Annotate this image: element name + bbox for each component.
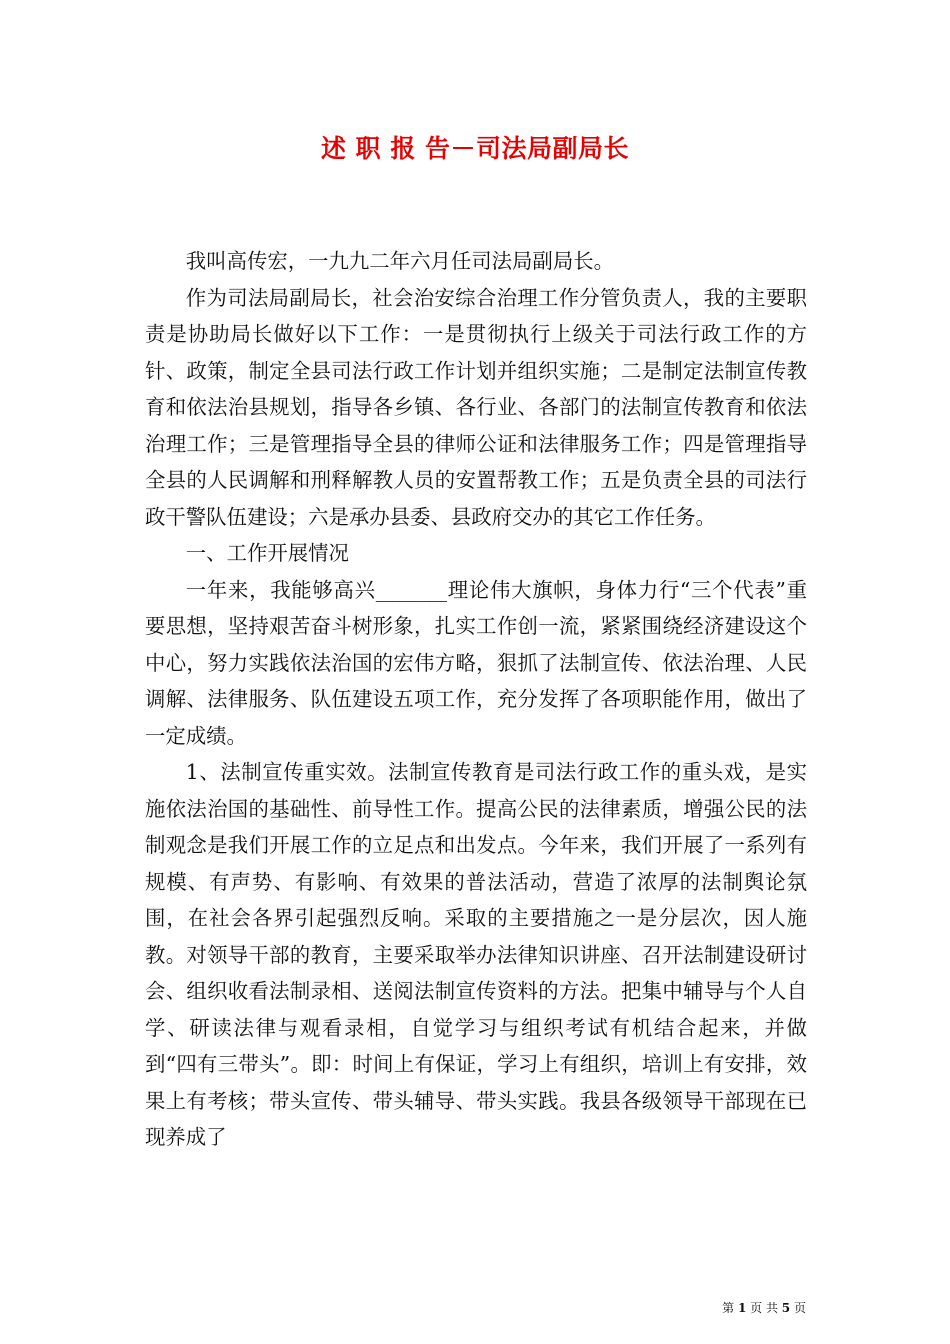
- footer-suffix: 页: [793, 1301, 806, 1315]
- footer-prefix: 第: [722, 1301, 735, 1315]
- paragraph: 我叫高传宏，一九九二年六月任司法局副局长。: [185, 249, 614, 273]
- document-title: 述 职 报 告－司法局副局长: [320, 134, 630, 163]
- paragraph: 作为司法局副局长，社会治安综合治理工作分管负责人，我的主要职责是协助局长做好以下工作：一是贯彻执行上级关于司法行政工作的方针、政策，制定全县司法行政工作计划并组织实施；二是制定法制宣传教育和依法治县规划，指导各乡镇、各行业、各部门的法制宣传教育和依法治理工作；三是管理指导全县的律师公证和法律服务工作；四是管理指导全县的人民调解和刑释解教人员的安置帮教工作；五是负责全县的司法行政干警队伍建设；六是承办县委、县政府交办的其它工作任务。: [145, 285, 807, 529]
- footer-current-page: 1: [737, 1301, 747, 1315]
- paragraph: 1、法制宣传重实效。法制宣传教育是司法行政工作的重头戏，是实施依法治国的基础性、前导性工作。提高公民的法律素质，增强公民的法制观念是我们开展工作的立足点和出发点。今年来，我们开展了一系列有规模、有声势、有影响、有效果的普法活动，营造了浓厚的法制舆论氛围，在社会各界引起强烈反响。采取的主要措施之一是分层次，因人施教。对领导干部的教育，主要采取举办法律知识讲座、召开法制建设研讨会、组织收看法制录相、送阅法制宣传资料的方法。把集中辅导与个人自学、研读法律与观看录相，自觉学习与组织考试有机结合起来，并做到“四有三带头”。即：时间上有保证，学习上有组织，培训上有安排，效果上有考核；带头宣传、带头辅导、带头实践。我县各级领导干部现在已现养成了: [145, 760, 807, 1149]
- document-body: [145, 243, 807, 1156]
- page-number-footer: [722, 1300, 806, 1316]
- paragraph: 一年来，我能够高兴_______理论伟大旗帜，身体力行“三个代表”重要思想，坚持艰苦奋斗树形象，扎实工作创一流，紧紧围绕经济建设这个中心，努力实践依法治国的宏伟方略，狠抓了法制宣传、依法治理、人民调解、法律服务、队伍建设五项工作，充分发挥了各项职能作用，做出了一定成绩。: [145, 577, 807, 748]
- footer-middle: 页 共: [750, 1301, 778, 1315]
- section-heading: 一、工作开展情况: [185, 541, 349, 565]
- footer-total-pages: 5: [781, 1301, 791, 1315]
